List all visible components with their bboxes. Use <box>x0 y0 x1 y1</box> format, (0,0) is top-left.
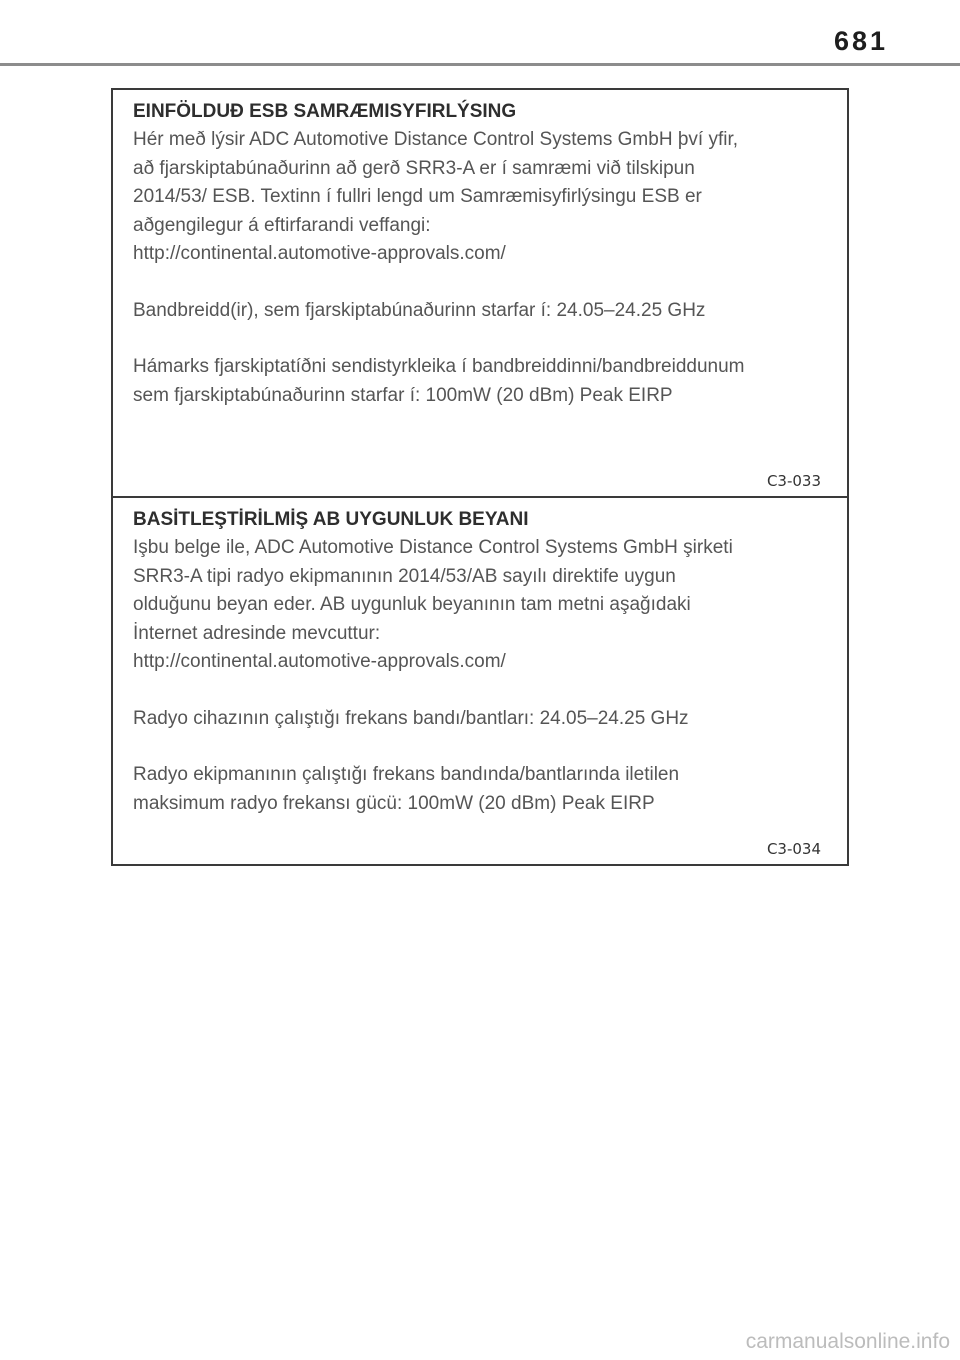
turkish-heading: BASİTLEŞTİRİLMİŞ AB UYGUNLUK BEYANI <box>133 509 529 530</box>
icelandic-declaration <box>113 90 847 496</box>
icelandic-power-line: sem fjarskiptabúnaðurinn starfar í: 100mW (20 dBm) Peak EIRP <box>133 384 673 406</box>
icelandic-line: 2014/53/ ESB. Textinn í fullri lengd um Samræmisyfirlýsingu ESB er <box>133 186 702 207</box>
spacer <box>133 325 835 353</box>
watermark: carmanualsonline.info <box>745 1330 950 1353</box>
turkish-reference-code: C3-034 <box>766 840 821 858</box>
turkish-line: olduğunu beyan eder. AB uygunluk beyanının tam metni aşağıdaki <box>133 594 691 615</box>
turkish-power-line: Radyo ekipmanının çalıştığı frekans bandında/bantlarında iletilen <box>133 764 680 785</box>
icelandic-reference-code: C3-033 <box>766 472 821 490</box>
icelandic-line: Hér með lýsir ADC Automotive Distance Control Systems GmbH því yfir, <box>133 129 739 150</box>
declaration-frame <box>111 88 849 866</box>
turkish-line: SRR3-A tipi radyo ekipmanının 2014/53/AB sayılı direktife uygun <box>133 565 676 587</box>
icelandic-frequency-band: Bandbreidd(ir), sem fjarskiptabúnaðurinn starfar í: 24.05–24.25 GHz <box>133 299 706 321</box>
turkish-line: Işbu belge ile, ADC Automotive Distance Control Systems GmbH şirketi <box>133 537 733 558</box>
spacer <box>133 269 835 297</box>
spacer <box>133 733 835 761</box>
header-rule <box>0 63 960 66</box>
spacer <box>133 677 835 705</box>
icelandic-power-line: Hámarks fjarskiptatíðni sendistyrkleika í bandbreiddinni/bandbreiddunum <box>133 356 745 377</box>
turkish-url: http://continental.automotive-approvals.com/ <box>133 651 506 672</box>
turkish-power-line: maksimum radyo frekansı gücü: 100mW (20 dBm) Peak EIRP <box>133 792 655 814</box>
icelandic-line: að fjarskiptabúnaðurinn að gerð SRR3-A er í samræmi við tilskipun <box>133 157 695 179</box>
icelandic-line: aðgengilegur á eftirfarandi veffangi: <box>133 214 431 236</box>
icelandic-url: http://continental.automotive-approvals.com/ <box>133 243 506 264</box>
turkish-declaration <box>113 496 847 864</box>
turkish-line: İnternet adresinde mevcuttur: <box>133 622 381 644</box>
icelandic-heading: EINFÖLDUÐ ESB SAMRÆMISYFIRLÝSING <box>133 101 517 122</box>
page-number: 681 <box>833 26 888 56</box>
turkish-frequency-band: Radyo cihazının çalıştığı frekans bandı/bantları: 24.05–24.25 GHz <box>133 707 689 729</box>
